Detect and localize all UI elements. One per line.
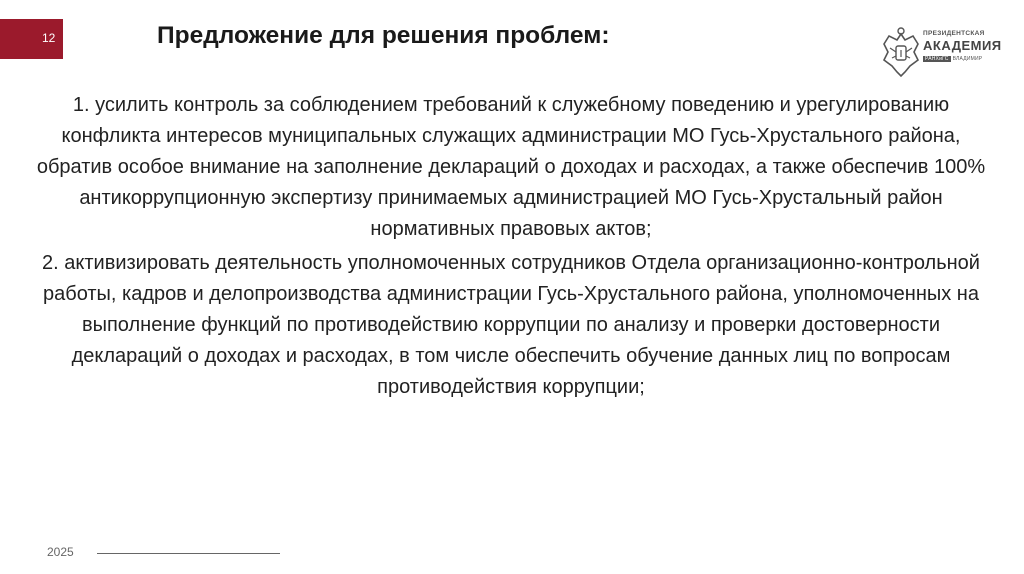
logo-text-top: ПРЕЗИДЕНТСКАЯ bbox=[923, 30, 985, 37]
proposal-list bbox=[28, 90, 994, 403]
slide-number-badge bbox=[0, 19, 63, 59]
logo-subtitle bbox=[923, 56, 982, 62]
logo-text-main: АКАДЕМИЯ bbox=[923, 38, 1002, 53]
double-headed-eagle-emblem-icon bbox=[880, 26, 922, 78]
logo-subtitle-left: РАНХиГС bbox=[925, 56, 949, 62]
proposal-item-1: 1. усилить контроль за соблюдением требований к служебному поведению и урегулированию конфликта интересов муниципальных служащих администрации МО Гусь-Хрустального района, обратив особое внимание на заполнение деклараций о доходах и расходах, а также обеспечив 100% антикоррупционную экспертизу принимаемых администрацией МО Гусь-Хрустальный район нормативных правовых актов; bbox=[36, 94, 986, 240]
footer-year: 2025 bbox=[47, 545, 74, 559]
page-title: Предложение для решения проблем: bbox=[157, 22, 610, 49]
footer-divider bbox=[97, 553, 280, 554]
proposal-item-2: 2. активизировать деятельность уполномоченных сотрудников Отдела организационно-контрольной работы, кадров и делопроизводства администрации Гусь-Хрустального района, уполномоченных на выполнение функций по противодействию коррупции по анализу и проверки достоверности деклараций о доходах и расходах, в том числе обеспечить обучение данных лиц по вопросам противодействия коррупции; bbox=[42, 252, 980, 398]
logo-subtitle-right: ВЛАДИМИР bbox=[952, 56, 983, 62]
academy-logo bbox=[880, 26, 1002, 78]
slide-number: 12 bbox=[42, 31, 56, 45]
